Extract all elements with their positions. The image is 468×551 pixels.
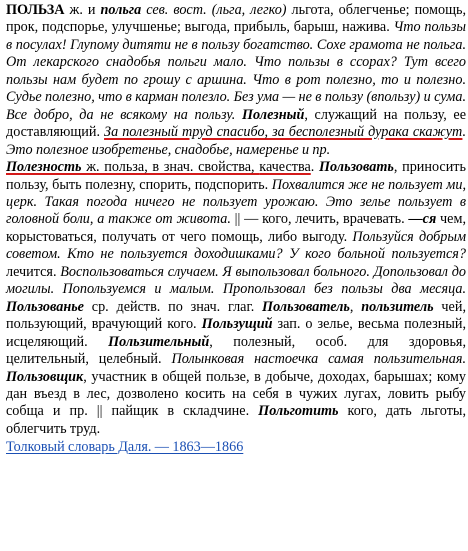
region-note: сев. вост. — [141, 2, 212, 18]
subentry-polzovat: Пользовать — [319, 159, 394, 176]
reflexive-form: —ся — [408, 211, 437, 228]
entry-paragraph — [6, 2, 466, 438]
subentry-polzitelny: Пользительный — [108, 333, 210, 350]
variant-word: польга — [100, 2, 142, 18]
definition-text: кого, дать льготы, облегчить труд. — [6, 403, 466, 437]
subentry-polzovshchik: Пользовщик — [6, 368, 84, 385]
definition-text-underlined-end: качества — [259, 159, 311, 176]
highlighted-proverb: За полезный труд спасибо, за бесполезный дурака скажут — [104, 124, 463, 141]
source-link[interactable]: Толковый словарь Даля. — 1863—1866 — [6, 439, 244, 456]
proverbs-text: Что пользы в посулах! Глупому дитяти не в пользу богатство. Сохе грамота не польга. От лекарского снадобья польги мало. Что пользы в ссорах? Тут всего пользы нам будет по грошу с аршина. Что в рот полезно, то и полезно. Судье полезно, что в карман полезло. Без ума — не в пользу (впользу) и сума. Все добро, да не всякому на пользу. — [6, 19, 466, 123]
definition-text: , участник в общей пользе, в добыче, доходах, барышах; кому дан въезд в лес, дозволено косить на себя в чужих лугах, ловить рыбу собща и пр. || пайщик в складчине. — [6, 368, 466, 420]
definition-text-underlined: ж. польза, в знач. свойства, — [81, 159, 260, 176]
subentry-polzovatel: Пользователь — [262, 298, 350, 315]
punctuation: . — [310, 159, 320, 176]
subentry-polzitel: пользитель — [361, 298, 434, 315]
definition-text: лечится. — [6, 263, 61, 280]
grammar-note: ж. и — [64, 2, 101, 18]
definition-text: || — кого, лечить, врачевать. — [230, 211, 409, 228]
headword: ПОЛЬЗА — [6, 2, 65, 18]
definition-text: ср. действ. по знач. глаг. — [83, 298, 263, 315]
example-text: Похвалится же не пользует ми, церк. Такая погода ничего не пользует урожаю. Это зелье пользует в головной боли, а также от живота. — [6, 176, 466, 228]
definition-text: чем, корыстоваться, получать от чего помощь, либо выгоду. — [6, 211, 466, 245]
example-text: . Это полезное изобретенье, снадобье, намеренье и пр. — [6, 124, 466, 158]
definition-text: льгота, облегченье; помощь, прок, подспорье, улучшенье; выгода, прибыль, барыш, нажива. — [6, 2, 467, 36]
example-text: Полынковая настоечка самая пользительная. — [171, 351, 466, 368]
definition-text: , служащий на пользу, ее доставляющий. — [6, 106, 466, 141]
subentry-polgotit: Польготить — [258, 403, 339, 420]
definition-text: , полезный, особ. для здоровья, целительный, целебный. — [6, 333, 466, 368]
example-text: Воспользоваться случаем. Я выпользовал больного. Допользовал до могилы. Попользуемся и малым. Пропользовал без пользы два месяца. — [6, 263, 466, 298]
subentry-polzushchy: Пользущий — [201, 316, 273, 333]
definition-text: чей, пользующий, врачующий кого. — [6, 298, 466, 333]
subentry-polezny: Полезный — [242, 106, 305, 123]
pronunciation-note: (льга, легко) — [211, 2, 287, 18]
punctuation: , — [349, 298, 362, 315]
subentry-poleznost: Полезность — [6, 159, 82, 176]
example-text: Пользуйся добрым советом. Кто не пользуется доходишками? У кого больной пользуется? — [6, 228, 466, 263]
definition-text: зап. о зелье, весьма полезный, исцеляющий. — [6, 316, 467, 350]
definition-text: , приносить пользу, быть полезну, спорить, подспорить. — [6, 159, 466, 193]
subentry-polzovanye: Пользованье — [6, 298, 84, 315]
